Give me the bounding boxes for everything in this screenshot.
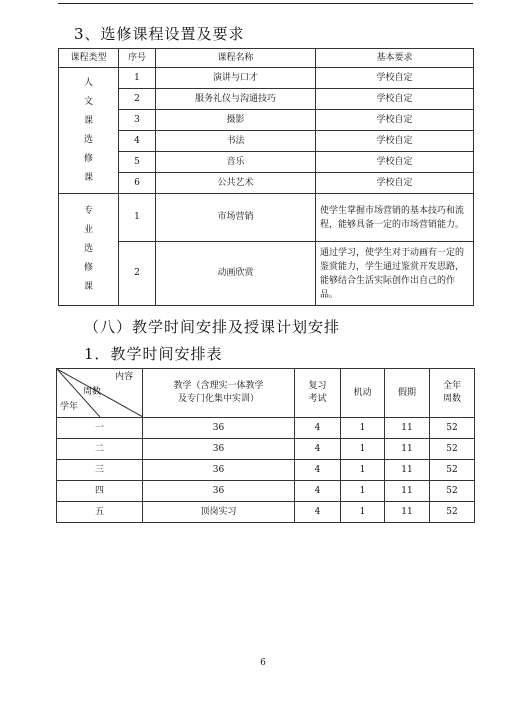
table-row xyxy=(59,242,474,306)
cell-year: 三 xyxy=(57,460,143,481)
cell-flex: 1 xyxy=(341,418,385,439)
row-number: 3 xyxy=(119,110,156,131)
course-name: 服务礼仪与沟通技巧 xyxy=(156,89,316,110)
cell-year: 一 xyxy=(57,418,143,439)
course-requirement: 学校自定 xyxy=(316,131,474,152)
cell-teaching: 36 xyxy=(143,439,295,460)
table-header-row xyxy=(59,49,474,68)
course-requirement: 学校自定 xyxy=(316,110,474,131)
cell-holiday: 11 xyxy=(385,502,430,523)
course-name: 书法 xyxy=(156,131,316,152)
row-number: 1 xyxy=(119,68,156,89)
course-requirement: 学校自定 xyxy=(316,173,474,194)
header-course-type: 课程类型 xyxy=(59,49,119,68)
row-number: 5 xyxy=(119,152,156,173)
table-row xyxy=(59,194,474,242)
cell-review: 4 xyxy=(295,439,341,460)
table-row xyxy=(59,110,474,131)
table-row xyxy=(57,502,475,523)
header-total: 全年 周数 xyxy=(430,369,475,418)
cell-teaching: 36 xyxy=(143,481,295,502)
table-row xyxy=(59,131,474,152)
cell-review: 4 xyxy=(295,481,341,502)
header-holiday: 假期 xyxy=(385,369,430,418)
cell-teaching: 36 xyxy=(143,418,295,439)
header-course-name: 课程名称 xyxy=(156,49,316,68)
row-number: 2 xyxy=(119,89,156,110)
header-review: 复习 考试 xyxy=(295,369,341,418)
cell-teaching: 36 xyxy=(143,460,295,481)
subsection-1-heading: 1．教学时间安排表 xyxy=(84,345,223,363)
cell-year: 二 xyxy=(57,439,143,460)
course-requirement: 学校自定 xyxy=(316,68,474,89)
cell-flex: 1 xyxy=(341,439,385,460)
cell-year: 四 xyxy=(57,481,143,502)
cell-review: 4 xyxy=(295,418,341,439)
course-requirement: 通过学习，使学生对于动画有一定的鉴赏能力，学生通过鉴赏开发思路，能够结合生活实际创作出自己的作品。 xyxy=(316,242,474,306)
cell-teaching: 顶岗实习 xyxy=(143,502,295,523)
cell-total: 52 xyxy=(430,481,475,502)
header-flex: 机动 xyxy=(341,369,385,418)
course-requirement: 学校自定 xyxy=(316,152,474,173)
type-professional: 专 业 选 修 课 xyxy=(59,194,119,306)
cell-year: 五 xyxy=(57,502,143,523)
header-requirement: 基本要求 xyxy=(316,49,474,68)
row-number: 4 xyxy=(119,131,156,152)
table-row xyxy=(59,173,474,194)
table-row xyxy=(57,439,475,460)
cell-holiday: 11 xyxy=(385,439,430,460)
header-teaching: 教学（含理实一体教学 及专门化集中实训） xyxy=(143,369,295,418)
course-name: 摄影 xyxy=(156,110,316,131)
course-requirement: 学校自定 xyxy=(316,89,474,110)
cell-total: 52 xyxy=(430,439,475,460)
cell-total: 52 xyxy=(430,418,475,439)
table-row xyxy=(57,481,475,502)
cell-holiday: 11 xyxy=(385,460,430,481)
cell-holiday: 11 xyxy=(385,418,430,439)
course-name: 公共艺术 xyxy=(156,173,316,194)
section-3-heading: 3、选修课程设置及要求 xyxy=(74,25,245,43)
cell-flex: 1 xyxy=(341,481,385,502)
course-name: 动画欣赏 xyxy=(156,242,316,306)
cell-flex: 1 xyxy=(341,502,385,523)
row-number: 6 xyxy=(119,173,156,194)
course-name: 市场营销 xyxy=(156,194,316,242)
page-number: 6 xyxy=(260,658,266,668)
electives-table xyxy=(58,48,474,306)
schedule-table xyxy=(56,368,475,523)
header-rule xyxy=(58,0,473,4)
type-humanities: 人 文 课 选 修 课 xyxy=(59,68,119,194)
cell-review: 4 xyxy=(295,460,341,481)
corner-label-year: 学年 xyxy=(60,402,79,412)
cell-review: 4 xyxy=(295,502,341,523)
corner-label-weeks: 周数 xyxy=(83,387,102,397)
corner-label-content: 内容 xyxy=(115,372,134,382)
header-number: 序号 xyxy=(119,49,156,68)
row-number: 2 xyxy=(119,242,156,306)
table-row xyxy=(59,152,474,173)
cell-total: 52 xyxy=(430,460,475,481)
table-row xyxy=(57,460,475,481)
cell-total: 52 xyxy=(430,502,475,523)
course-name: 音乐 xyxy=(156,152,316,173)
diagonal-header-cell xyxy=(57,369,143,418)
row-number: 1 xyxy=(119,194,156,242)
table-row xyxy=(57,418,475,439)
table-row xyxy=(59,89,474,110)
cell-holiday: 11 xyxy=(385,481,430,502)
cell-flex: 1 xyxy=(341,460,385,481)
table-row xyxy=(59,68,474,89)
course-requirement: 使学生掌握市场营销的基本技巧和流程，能够具备一定的市场营销能力。 xyxy=(316,194,474,242)
table-header-row xyxy=(57,369,475,418)
section-8-heading: （八）教学时间安排及授课计划安排 xyxy=(84,318,341,336)
course-name: 演讲与口才 xyxy=(156,68,316,89)
